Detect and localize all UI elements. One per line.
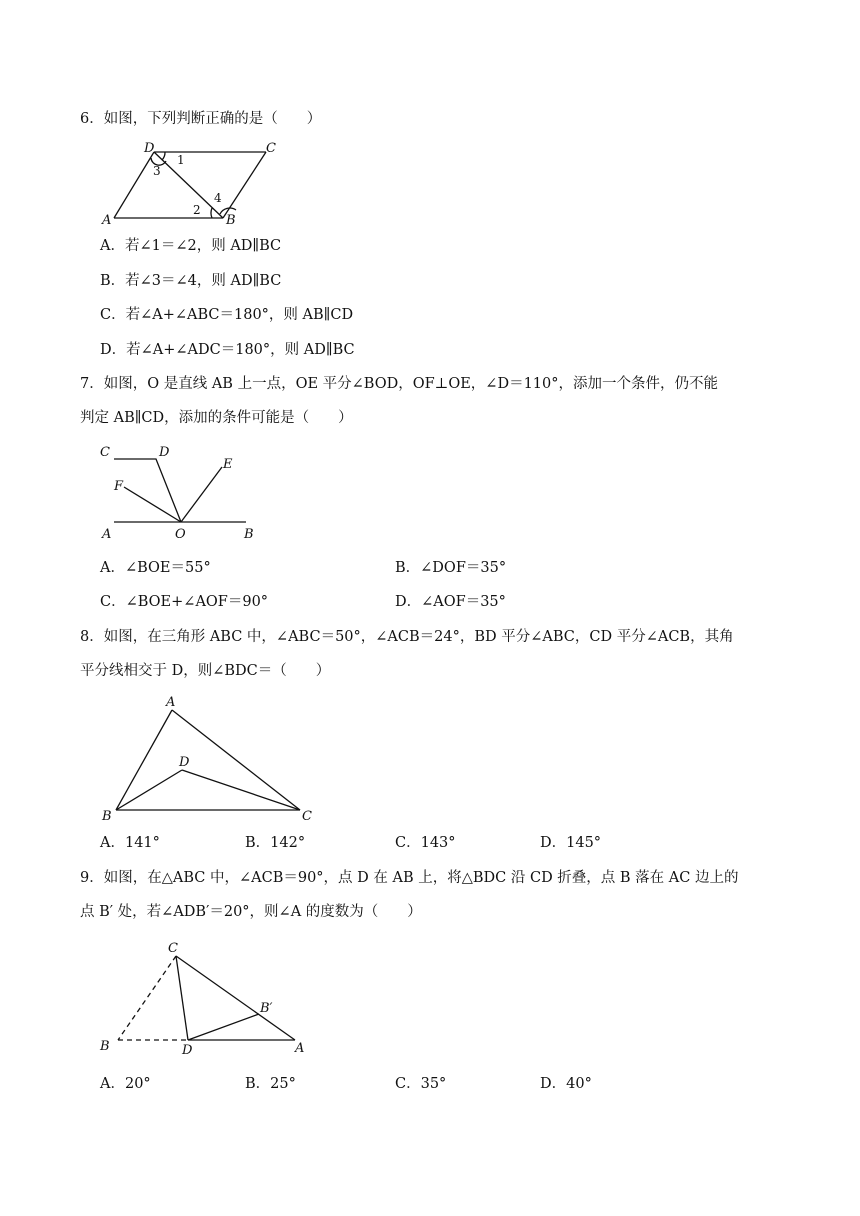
q8-option-c[interactable]: C．143° <box>395 835 456 851</box>
q6-stem: 6．如图，下列判断正确的是（ ） <box>80 111 322 127</box>
q6-label-B: B <box>226 213 236 228</box>
q8-stem-line2: 平分线相交于 D，则∠BDC＝（ ） <box>80 663 331 679</box>
q7-label-B: B <box>244 527 254 542</box>
q9-option-c[interactable]: C．35° <box>395 1076 447 1092</box>
q6-option-b[interactable]: B．若∠3＝∠4，则 AD∥BC <box>100 273 282 289</box>
q7-option-a[interactable]: A．∠BOE＝55° <box>100 560 211 576</box>
q9-stem-line2: 点 B′ 处，若∠ADB′＝20°，则∠A 的度数为（ ） <box>80 904 422 920</box>
q9-label-C: C <box>168 941 178 956</box>
q6-label-3: 3 <box>153 164 161 178</box>
q6-label-1: 1 <box>177 153 185 167</box>
q6-label-A: A <box>102 213 112 228</box>
q8-label-A: A <box>166 695 176 710</box>
q7-stem-line1: 7．如图，O 是直线 AB 上一点，OE 平分∠BOD，OF⊥OE，∠D＝110°，添加一个条件，仍不能 <box>80 376 718 392</box>
q9-stem-line1: 9．如图，在△ABC 中，∠ACB＝90°，点 D 在 AB 上，将△BDC 沿 CD 折叠，点 B 落在 AC 边上的 <box>80 870 739 886</box>
q6-option-d[interactable]: D．若∠A+∠ADC＝180°，则 AD∥BC <box>100 342 355 358</box>
q6-label-D: D <box>144 141 155 156</box>
q8-option-b[interactable]: B．142° <box>245 835 306 851</box>
q6-option-c[interactable]: C．若∠A+∠ABC＝180°，则 AB∥CD <box>100 307 354 323</box>
q9-label-A: A <box>295 1041 305 1056</box>
q8-option-d[interactable]: D．145° <box>540 835 602 851</box>
q9-label-B-prime: B′ <box>260 1001 273 1016</box>
q8-stem-line1: 8．如图，在三角形 ABC 中，∠ABC＝50°，∠ACB＝24°，BD 平分∠ABC，CD 平分∠ACB，其角 <box>80 629 734 645</box>
q6-label-4: 4 <box>214 191 222 205</box>
q7-label-C: C <box>100 445 110 460</box>
q7-label-F: F <box>114 479 124 494</box>
q7-label-O: O <box>175 527 186 542</box>
q9-option-a[interactable]: A．20° <box>100 1076 151 1092</box>
q9-label-B: B <box>100 1039 110 1054</box>
q7-option-b[interactable]: B．∠DOF＝35° <box>395 560 507 576</box>
q6-option-a[interactable]: A．若∠1＝∠2，则 AD∥BC <box>100 238 282 254</box>
q8-label-C: C <box>302 809 312 824</box>
q7-label-E: E <box>223 457 233 472</box>
q7-option-c[interactable]: C．∠BOE+∠AOF＝90° <box>100 594 269 610</box>
q7-option-d[interactable]: D．∠AOF＝35° <box>395 594 506 610</box>
q6-label-C: C <box>266 141 276 156</box>
q7-stem-line2: 判定 AB∥CD，添加的条件可能是（ ） <box>80 410 353 426</box>
q6-label-2: 2 <box>193 203 201 217</box>
q8-label-B: B <box>102 809 112 824</box>
q7-label-A: A <box>102 527 112 542</box>
q8-label-D: D <box>179 755 190 770</box>
q9-label-D: D <box>182 1043 193 1058</box>
q9-option-d[interactable]: D．40° <box>540 1076 592 1092</box>
q9-option-b[interactable]: B．25° <box>245 1076 296 1092</box>
q8-option-a[interactable]: A．141° <box>100 835 160 851</box>
q7-label-D: D <box>159 445 170 460</box>
